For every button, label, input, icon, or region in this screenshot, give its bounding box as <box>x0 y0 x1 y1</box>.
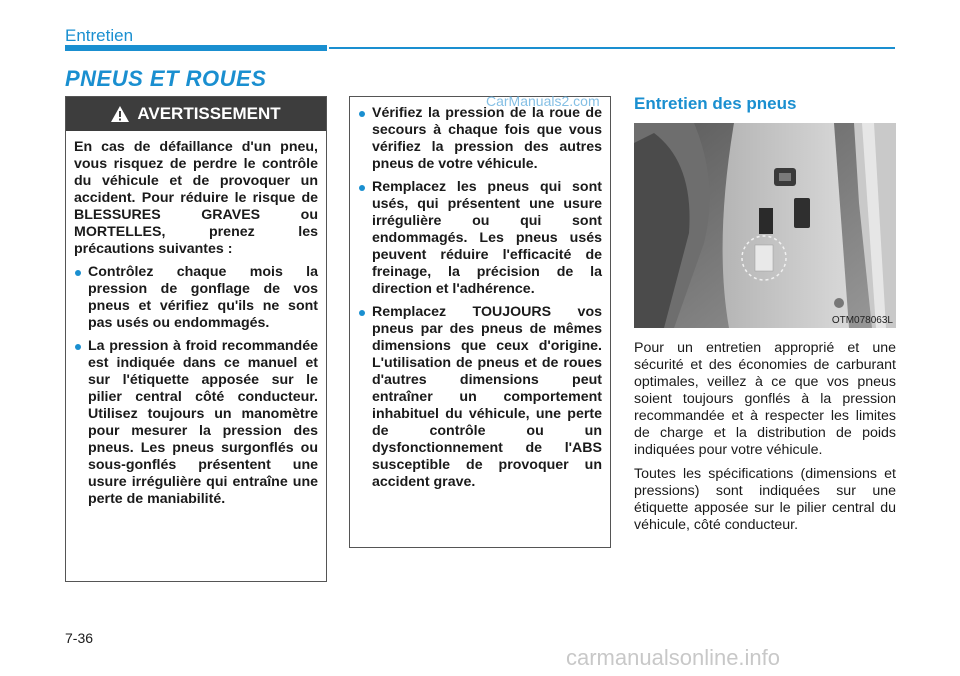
header-rule-thick <box>65 45 327 51</box>
watermark-top: CarManuals2.com <box>486 93 600 109</box>
paragraph: Toutes les spécifications (dimensions et pressions) sont indiquées sur une étiquette apposée sur le pilier central du véhicule, côté conducteur. <box>634 466 896 533</box>
warning-triangle-icon <box>111 106 129 122</box>
section-label: Entretien <box>65 26 134 45</box>
warning-intro: En cas de défaillance d'un pneu, vous risquez de perdre le contrôle du véhicule et de provoquer un accident. Pour réduire le risque de BLESSURES GRAVES ou MORTELLES, prenez les précautions suivantes : <box>74 139 318 257</box>
page-number: 7-36 <box>65 630 94 646</box>
door-pillar-illustration <box>634 123 896 328</box>
subsection-title: Entretien des pneus <box>634 94 797 113</box>
warning-header <box>66 97 326 131</box>
watermark-bottom: carmanualsonline.info <box>566 645 781 670</box>
warning-box <box>65 96 327 582</box>
door-pillar-photo <box>634 123 896 328</box>
warning-continued-list <box>358 105 602 491</box>
header-rule-thin <box>329 47 895 49</box>
list-item: Remplacez les pneus qui sont usés, qui présentent une usure irrégulière ou qui sont endommagés. Les pneus usés peuvent réduire l'efficacité de freinage, la précision de la direction et l'adhérence. <box>358 179 602 298</box>
image-caption: OTM078063L <box>831 315 893 326</box>
list-item: Contrôlez chaque mois la pression de gonflage de vos pneus et vérifiez qu'ils ne sont pas usés ou endommagés. <box>74 264 318 332</box>
paragraph: Pour un entretien approprié et une sécurité et des économies de carburant optimales, veillez à ce que vos pneus soient toujours gonflés à la pression recommandée et à respecter les limites de charge et la distribution de poids indiquées pour votre véhicule. <box>634 340 896 458</box>
list-item: Remplacez TOUJOURS vos pneus par des pneus de mêmes dimensions que ceux d'origine. L'utilisation de pneus et de roues d'autres dimensions peut entraîner un comportement inhabituel du véhicule, une perte de contrôle ou un dysfonctionnement de l'ABS susceptible de provoquer un accident grave. <box>358 304 602 491</box>
warning-body <box>66 131 326 508</box>
warning-continued-box <box>349 96 611 548</box>
maintenance-body <box>634 340 896 541</box>
list-item: Vérifiez la pression de la roue de secours à chaque fois que vous vérifiez la pression des autres pneus de votre véhicule. <box>358 105 602 173</box>
warning-label: AVERTISSEMENT <box>137 104 281 123</box>
page-title: PNEUS ET ROUES <box>65 66 267 91</box>
warning-list <box>74 264 318 508</box>
list-item: La pression à froid recommandée est indiquée dans ce manuel et sur l'étiquette apposée sur le pilier central côté conducteur. Utilisez toujours un manomètre pour mesurer la pression des pneus. Les pneus surgonflés ou sous-gonflés présentent une usure irrégulière qui entraîne une perte de maniabilité. <box>74 338 318 508</box>
